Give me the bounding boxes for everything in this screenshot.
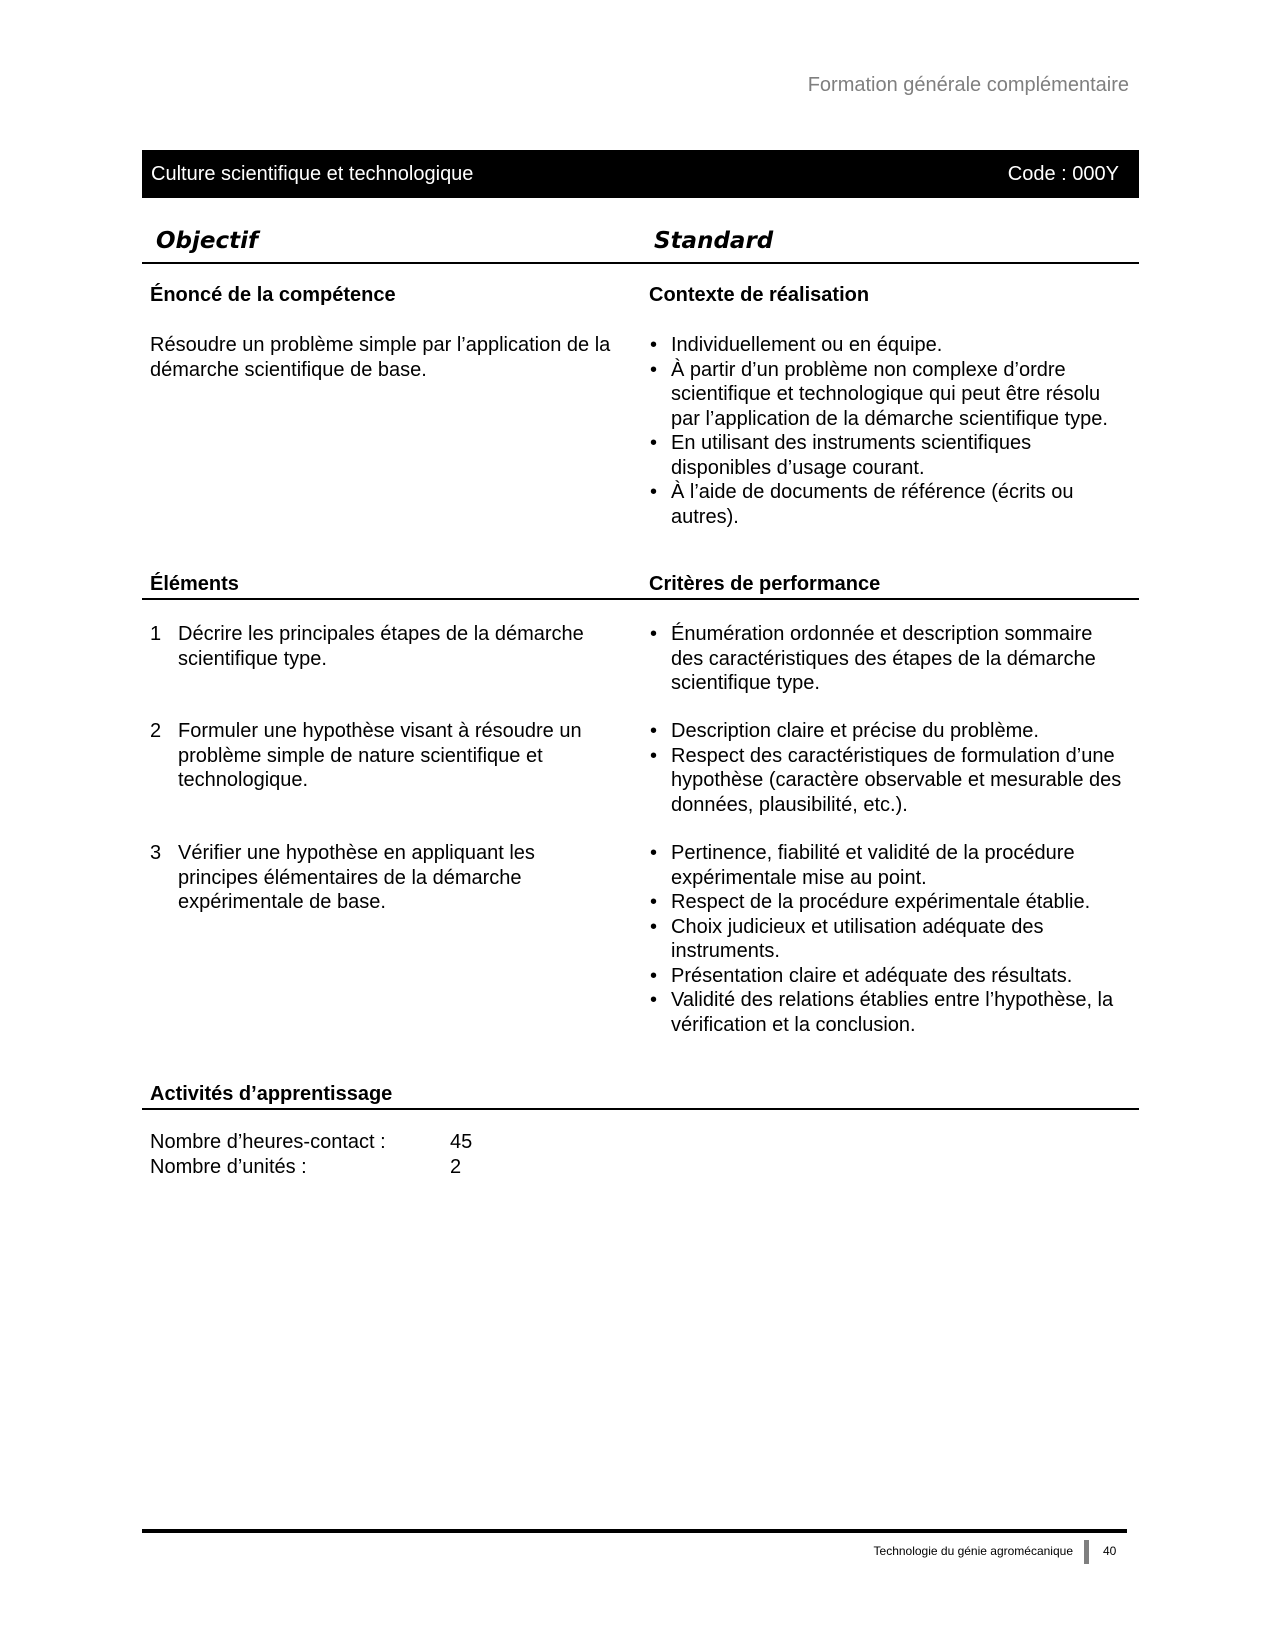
context-heading: Contexte de réalisation <box>649 284 870 306</box>
criteria-item: • Choix judicieux et utilisation adéquate des instruments. <box>649 915 1129 964</box>
standard-heading: Standard <box>654 228 774 254</box>
context-list <box>649 333 1129 529</box>
element-number: 2 <box>150 720 162 742</box>
performance-criteria-heading: Critères de performance <box>649 573 881 595</box>
element-item <box>150 719 620 793</box>
footer-program-name: Technologie du génie agromécanique <box>873 1544 1073 1558</box>
units-row <box>150 1155 472 1180</box>
criteria-item: • Énumération ordonnée et description sommaire des caractéristiques des étapes de la démarche scientifique type. <box>649 622 1129 696</box>
criteria-item: • Validité des relations établies entre l’hypothèse, la vérification et la conclusion. <box>649 988 1129 1037</box>
competence-statement-heading: Énoncé de la compétence <box>150 284 396 306</box>
criteria-item: • Pertinence, fiabilité et validité de la procédure expérimentale mise au point. <box>649 841 1129 890</box>
element-text: Formuler une hypothèse visant à résoudre un problème simple de nature scientifique et technologique. <box>178 720 582 791</box>
elements-heading: Éléments <box>150 573 239 595</box>
element-text: Décrire les principales étapes de la démarche scientifique type. <box>178 623 584 670</box>
course-title: Culture scientifique et technologique <box>151 162 474 185</box>
element-number: 1 <box>150 623 162 645</box>
page-header-program-section: Formation générale complémentaire <box>807 74 1129 96</box>
element-item <box>150 622 620 671</box>
footer-rule <box>142 1529 1127 1533</box>
course-title-bar <box>142 150 1139 198</box>
footer-separator <box>1084 1540 1089 1564</box>
contact-hours-row <box>150 1130 472 1155</box>
context-item: • Individuellement ou en équipe. <box>649 333 1129 358</box>
objective-heading: Objectif <box>156 228 259 254</box>
criteria-item: • Description claire et précise du problème. <box>649 719 1129 744</box>
criteria-item: • Respect de la procédure expérimentale établie. <box>649 890 1129 915</box>
criteria-item: • Respect des caractéristiques de formulation d’une hypothèse (caractère observable et mesurable des données, plausibilité, etc.). <box>649 744 1129 818</box>
context-item: • À partir d’un problème non complexe d’ordre scientifique et technologique qui peut être résolu par l’application de la démarche scientifique type. <box>649 358 1129 432</box>
criteria-list <box>649 622 1129 696</box>
section-divider <box>142 598 1139 600</box>
course-stats <box>150 1130 472 1179</box>
element-number: 3 <box>150 842 162 864</box>
element-item <box>150 841 620 915</box>
learning-activities-heading: Activités d’apprentissage <box>150 1083 393 1105</box>
course-code: Code : 000Y <box>1007 162 1119 185</box>
contact-hours-label: Nombre d’heures-contact : <box>150 1131 386 1153</box>
criteria-item: • Présentation claire et adéquate des résultats. <box>649 964 1129 989</box>
element-text: Vérifier une hypothèse en appliquant les principes élémentaires de la démarche expérimentale de base. <box>178 842 535 913</box>
section-divider <box>142 1108 1139 1110</box>
context-item: • À l’aide de documents de référence (écrits ou autres). <box>649 480 1129 529</box>
criteria-list <box>649 841 1129 1037</box>
context-item: • En utilisant des instruments scientifiques disponibles d’usage courant. <box>649 431 1129 480</box>
units-value: 2 <box>450 1155 462 1178</box>
units-label: Nombre d’unités : <box>150 1155 307 1178</box>
competence-statement: Résoudre un problème simple par l’application de la démarche scientifique de base. <box>150 334 611 381</box>
criteria-list <box>649 719 1129 817</box>
page-number: 40 <box>1103 1544 1117 1558</box>
column-headers <box>142 228 1139 264</box>
contact-hours-value: 45 <box>450 1131 473 1153</box>
